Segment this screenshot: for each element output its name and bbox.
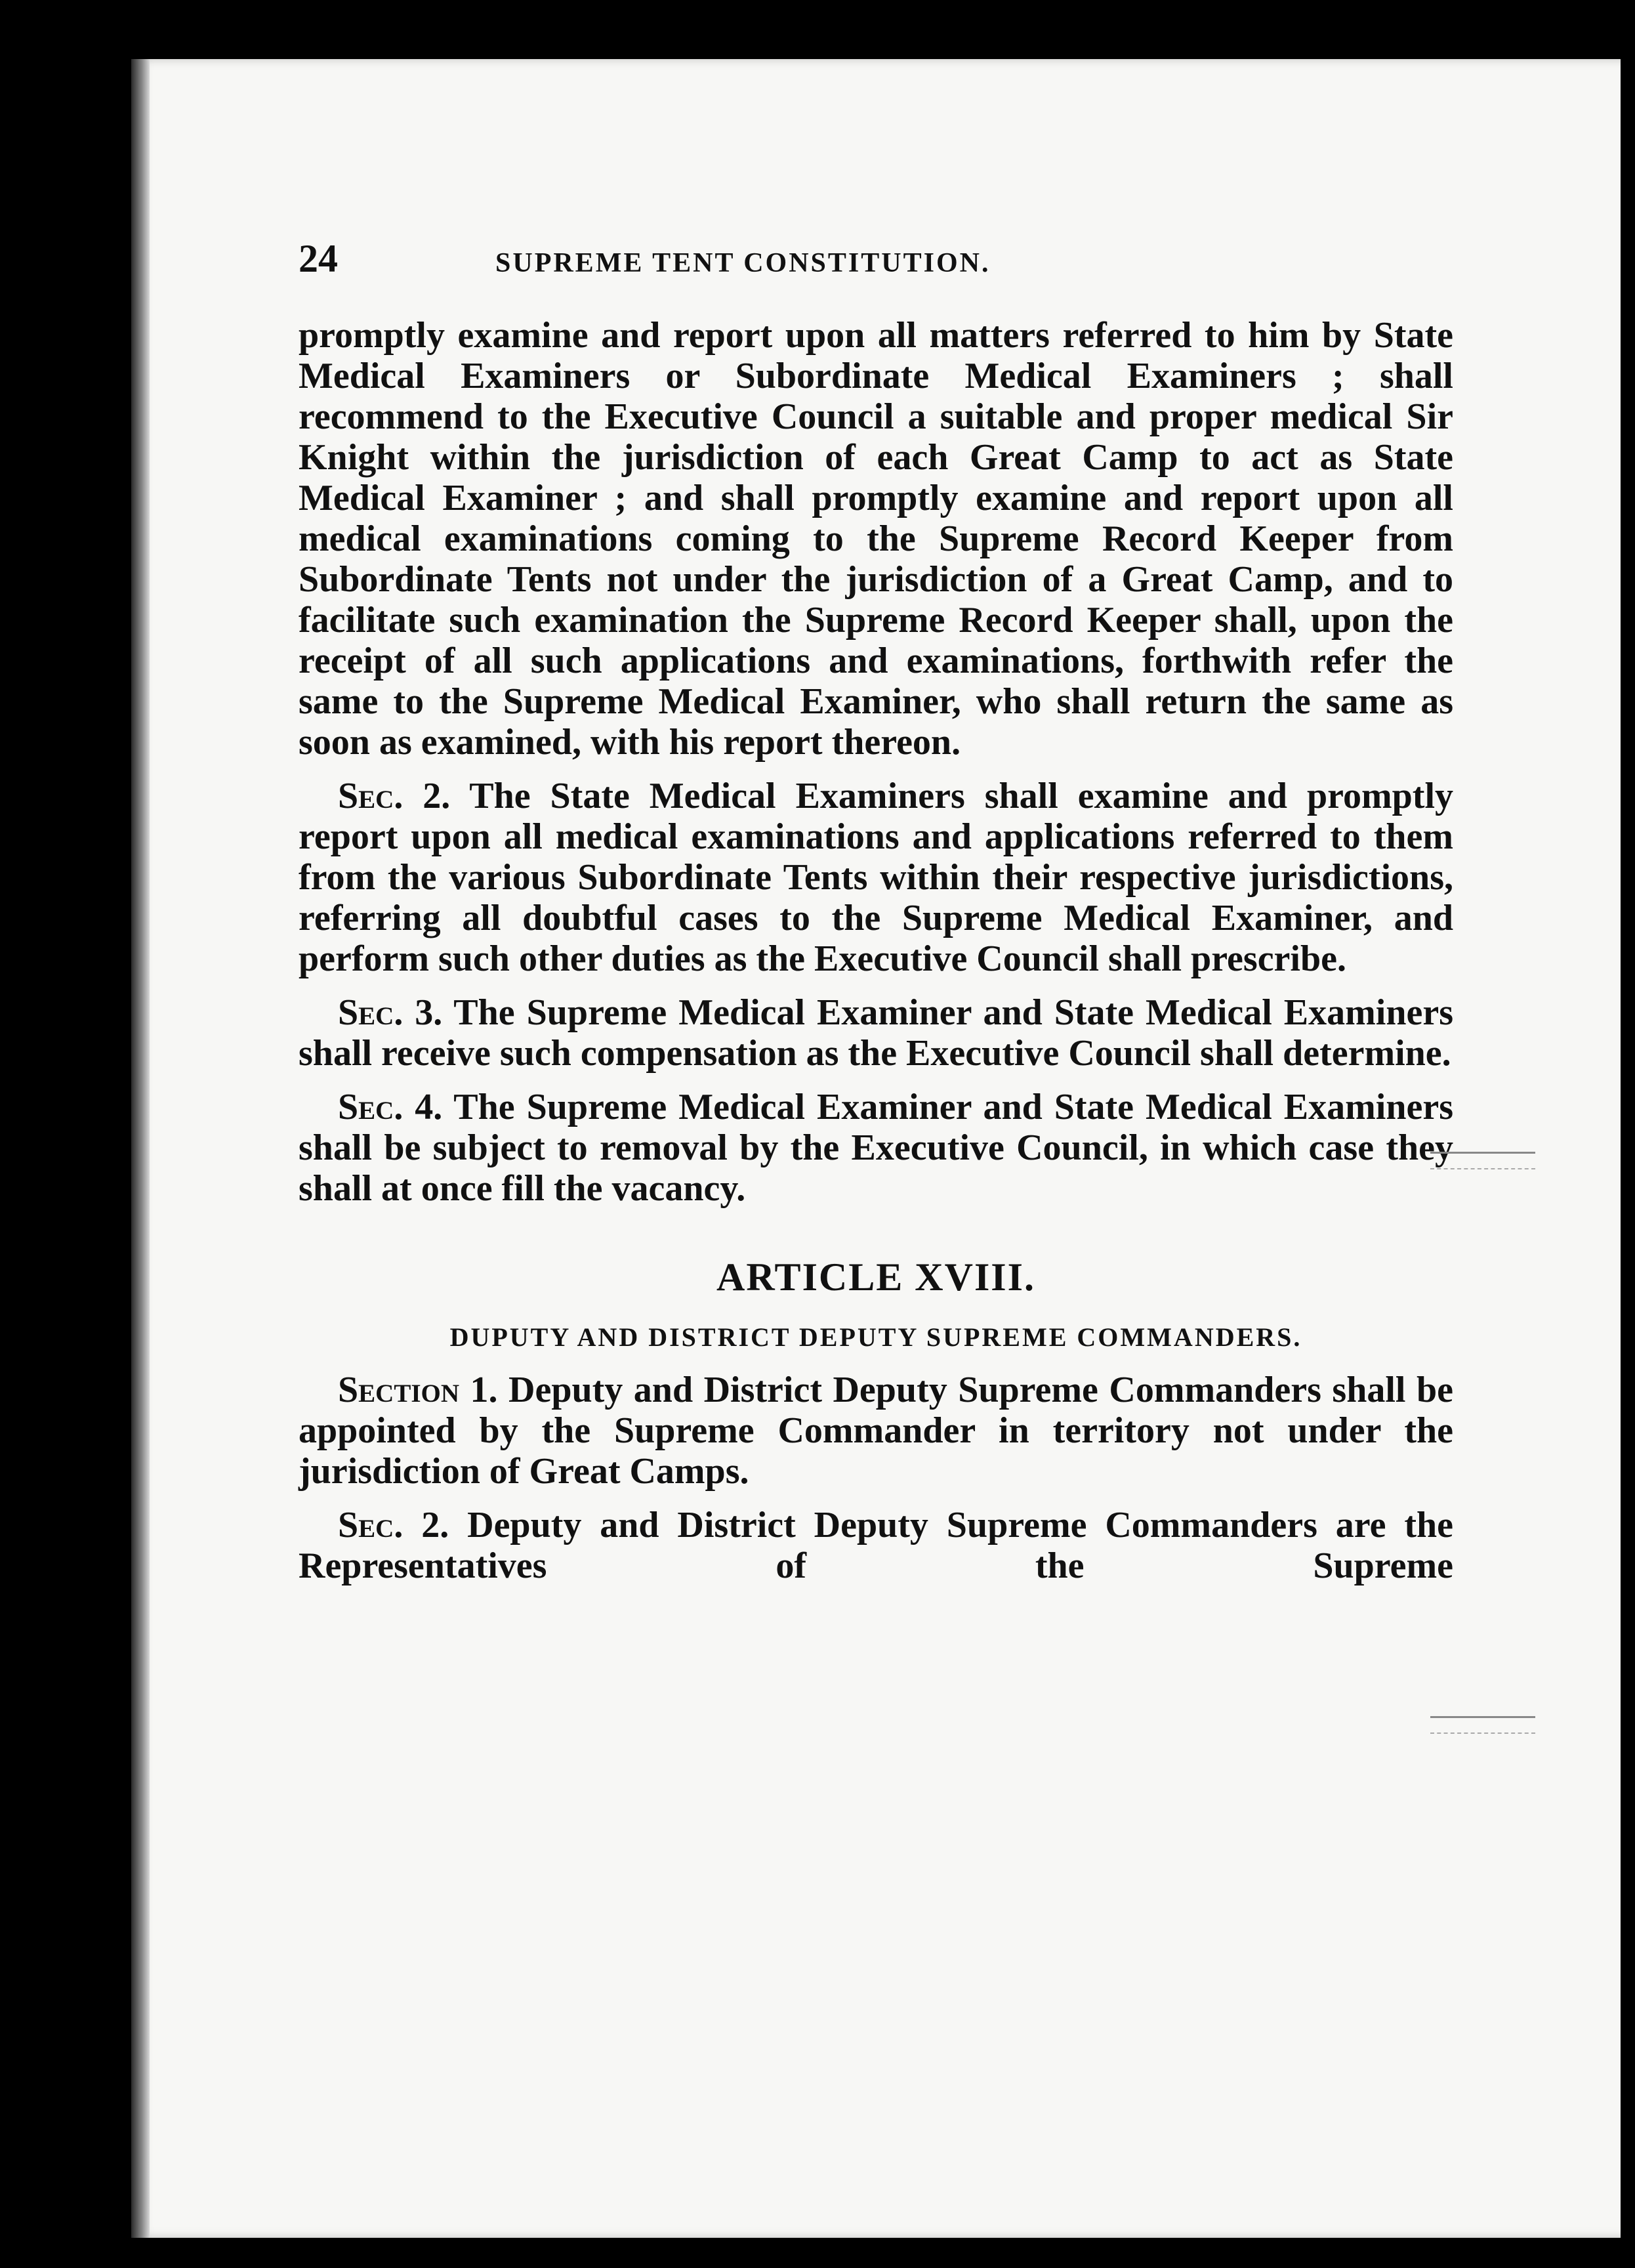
section-paragraph: [299, 992, 1453, 1074]
section-label: Section 1.: [338, 1370, 498, 1410]
section-text: The Supreme Medical Examiner and State Medical Examiners shall receive such compensation as the Executive Council shall determine.: [299, 992, 1454, 1074]
article-section-paragraph: [299, 1505, 1453, 1586]
page-header: [299, 236, 1453, 315]
section-label: Sec. 3.: [338, 992, 443, 1033]
article-title: ARTICLE XVIII.: [716, 1255, 1035, 1299]
margin-smudge: [1430, 1716, 1535, 1734]
page-number: 24: [299, 237, 338, 280]
section-text: The State Medical Examiners shall examine and promptly report upon all medical examinations and applications referred to them from the various Subordinate Tents within their respective jurisdictions, referring all doubtful cases to the Supreme Medical Examiner, and perform such other duties as the Executive Council shall prescribe.: [299, 776, 1453, 979]
section-paragraph: [299, 1087, 1453, 1209]
continued-paragraph: promptly examine and report upon all matters referred to him by State Medical Examiners or Subordinate Medical Examiners ; shall recommend to the Executive Council a suitable and proper medical Sir Knight within the jurisdiction of each Great Camp to act as State Medical Examiner ; and shall promptly examine and report upon all medical examinations coming to the Supreme Record Keeper from Subordinate Tents not under the jurisdiction of a Great Camp, and to facilitate such examination the Supreme Record Keeper shall, upon the receipt of all such applications and examinations, forthwith refer the same to the Supreme Medical Examiner, who shall return the same as soon as examined, with his report thereon.: [299, 315, 1453, 763]
article-section-paragraph: [299, 1370, 1453, 1492]
page-text: [299, 236, 1453, 1586]
book-page: [131, 59, 1621, 2238]
section-text: The Supreme Medical Examiner and State Medical Examiners shall be subject to removal by the Executive Council, in which case they shall at once fill the vacancy.: [299, 1087, 1454, 1209]
section-text: Deputy and District Deputy Supreme Commanders shall be appointed by the Supreme Commander in territory not under the jurisdiction of Great Camps.: [299, 1370, 1453, 1492]
section-label: Sec. 2.: [338, 1505, 449, 1545]
section-label: Sec. 4.: [338, 1087, 443, 1127]
running-title: SUPREME TENT CONSTITUTION.: [495, 248, 991, 278]
section-text: Deputy and District Deputy Supreme Commanders are the Representatives of the Supreme: [299, 1505, 1454, 1586]
section-label: Sec. 2.: [338, 776, 451, 816]
section-paragraph: [299, 776, 1453, 979]
page-binding-edge: [131, 59, 150, 2238]
article-subtitle: DUPUTY AND DISTRICT DEPUTY SUPREME COMMANDERS.: [449, 1322, 1302, 1352]
margin-smudge: [1430, 1152, 1535, 1169]
